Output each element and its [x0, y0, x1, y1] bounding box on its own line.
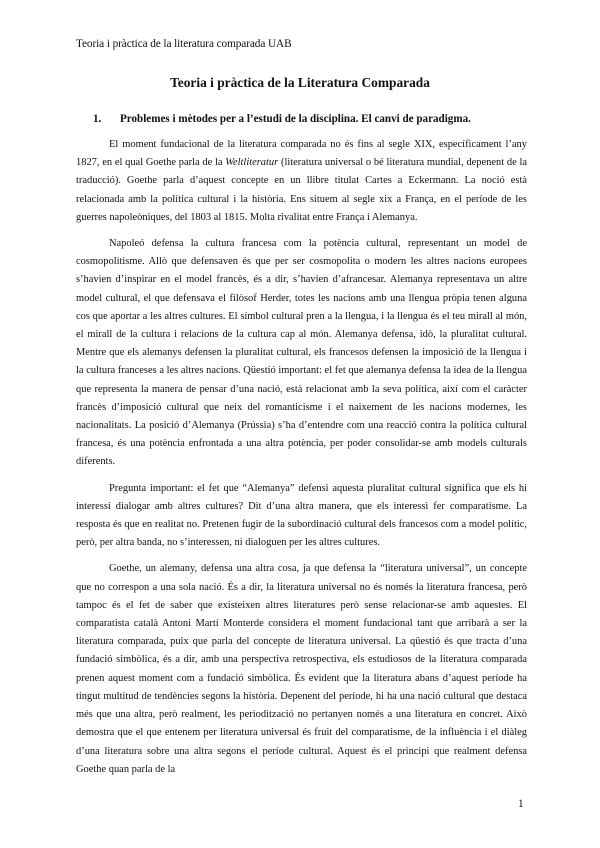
- document-title: Teoria i pràctica de la Literatura Comparada: [170, 75, 430, 90]
- weltliteratur-term: Weltliteratur: [225, 157, 279, 169]
- section-heading-text: Problemes i mètodes per a l’estudi de la disciplina. El canvi de paradigma.: [120, 113, 471, 125]
- paragraph-1-start: El moment fundacional de la literatura comparada no és fins al segle XIX, específicament l’any 1827, en el qual Goethe parla de la: [76, 139, 527, 169]
- paragraph-1-end: (literatura universal o bé literatura mundial, depenent de la traducció). Goethe parla d’aquest concepte en un llibre titulat Cartes a Eckermann. La noció està relacionada amb la política cultural i la història. Ens situem al segle xix a França, en el període de les guerres napoleòniques, del 1803 al 1815. Molta rivalitat entre França i Alemanya.: [76, 157, 527, 223]
- paragraph-1: [76, 136, 527, 227]
- paragraph-2: Napoleó defensa la cultura francesa com la potència cultural, representant un model de cosmopolitisme. Allò que defensaven és que per ser cosmopolita o modern les altres nacions europees s’havien d’inspirar en el model francès, és a dir, s’havien d’afrancesar. Alemanya representava un altre model cultural, el que defensava el filòsof Herder, totes les nacions amb una llengua pròpia tenen alguna cos que aportar a les altres cultures. El símbol cultural pren a la llengua, i la llengua és el teu mirall al món, el mirall de la cultura i relacions de la cultura cap al món. Alemanya defensa, idò, la pluralitat cultural. Mentre que els alemanys defensen la pluralitat cultural, els francesos defensen la imposició de la llengua i la cultura franceses a les altres nacions. Qüestió important: el fet que alemanya defensa la idea de la llengua que representa la manera de pensar d’una nació, està relacionat amb la seva política, així com el caràcter francès d’imposició cultural que neix del romanticisme i el naixement de les nacions modernes, les nacionalitats. La posició d’Alemanya (Prússia) s’ha d’entendre com una reacció contra la política cultural francesa, és una potència enfrontada a una altra potència, per poder consolidar-se amb models culturals diferents.: [76, 238, 527, 468]
- paragraph-3: Pregunta important: el fet que “Alemanya” defensi aquesta pluralitat cultural significa que els hi interessi dialogar amb altres cultures? Dit d’una altra manera, que els interessi fer comparatisme. La resposta és que en realitat no. Pretenen fugir de la subordinació cultural dels francesos com a model polític, però, per altra banda, no s’interessen, ni dialoguen per les altres cultures.: [76, 482, 527, 549]
- body-text: [76, 136, 527, 779]
- page-number: 1: [518, 798, 524, 810]
- running-header: Teoria i pràctica de la literatura comparada UAB: [76, 38, 292, 50]
- section-heading: [93, 113, 471, 125]
- section-number: 1.: [93, 113, 102, 125]
- paragraph-4: Goethe, un alemany, defensa una altra cosa, ja que defensa la “literatura universal”, un concepte que no correspon a una sola nació. És a dir, la literatura universal no és només la literatura francesa, però tampoc és el fet de saber que existeixen altres literatures però sense relacionar-se amb aquestes. El comparatista català Antoni Martí Monterde considera el moment fundacional tant que arribarà a ser la literatura comparada, puix que parla del concepte de literatura universal. La qüestió és que tracta d’una fundació simbòlica, és a dir, amb una perspectiva retrospectiva, els estudiosos de la literatura comparada prenen aquest moment com a fundació simbòlica. És evident que la literatura abans d’aquest període ha tingut multitud de tendències segons la història. Depenent del període, hi ha una nació cultural que destaca més que una altra, però realment, les periodització no pertanyen només a una literatura en concret. Això demostra que el que entenem per literatura universal és fruit del comparatisme, de la influència i el diàleg d’una literatura sobre una altra segons el període cultural. Aquest és el principi que realment defensa Goethe quan parla de la: [76, 563, 527, 775]
